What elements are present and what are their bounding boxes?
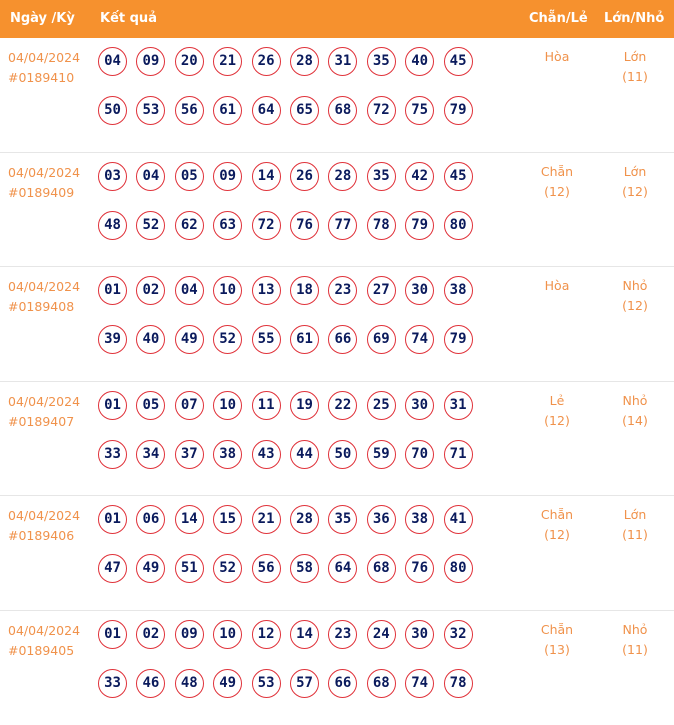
number-ball: 72 <box>252 211 281 240</box>
number-ball: 49 <box>136 554 165 583</box>
big-small-result <box>600 391 670 431</box>
even-odd-count <box>522 296 592 316</box>
number-ball: 10 <box>213 620 242 649</box>
number-ball: 14 <box>175 505 204 534</box>
number-ball: 70 <box>405 440 434 469</box>
draw-period: #0189409 <box>8 185 74 200</box>
number-ball: 07 <box>175 391 204 420</box>
big-small-count: (12) <box>600 296 670 316</box>
number-ball: 47 <box>98 554 127 583</box>
number-ball: 14 <box>290 620 319 649</box>
number-ball: 10 <box>213 276 242 305</box>
even-odd-count <box>522 67 592 87</box>
number-ball: 10 <box>213 391 242 420</box>
even-odd-column-header: Chẵn/Lẻ <box>529 11 588 26</box>
number-ball: 66 <box>328 325 357 354</box>
number-ball: 51 <box>175 554 204 583</box>
number-ball: 74 <box>405 325 434 354</box>
number-ball: 50 <box>98 96 127 125</box>
big-small-result <box>600 47 670 87</box>
draw-period: #0189410 <box>8 70 74 85</box>
draw-date: 04/04/2024 <box>8 508 80 523</box>
number-ball: 31 <box>328 47 357 76</box>
number-ball: 12 <box>252 620 281 649</box>
number-ball: 02 <box>136 276 165 305</box>
number-ball: 04 <box>175 276 204 305</box>
even-odd-label: Hòa <box>522 276 592 296</box>
number-ball: 30 <box>405 391 434 420</box>
number-ball: 26 <box>290 162 319 191</box>
number-ball: 50 <box>328 440 357 469</box>
result-numbers <box>98 162 488 260</box>
big-small-label: Lớn <box>600 162 670 182</box>
date-period-column-header: Ngày /Kỳ <box>10 11 75 26</box>
result-numbers <box>98 47 488 145</box>
even-odd-count: (12) <box>522 411 592 431</box>
draw-row <box>0 382 674 497</box>
number-ball: 40 <box>405 47 434 76</box>
number-ball: 45 <box>444 162 473 191</box>
number-ball: 35 <box>367 47 396 76</box>
number-ball: 39 <box>98 325 127 354</box>
number-ball: 63 <box>213 211 242 240</box>
number-ball: 32 <box>444 620 473 649</box>
number-ball: 57 <box>290 669 319 698</box>
number-ball: 43 <box>252 440 281 469</box>
number-ball: 80 <box>444 554 473 583</box>
number-ball: 01 <box>98 505 127 534</box>
even-odd-result <box>522 47 592 87</box>
number-ball: 42 <box>405 162 434 191</box>
number-ball: 18 <box>290 276 319 305</box>
big-small-count: (11) <box>600 640 670 660</box>
number-ball: 34 <box>136 440 165 469</box>
number-ball: 68 <box>367 669 396 698</box>
number-ball: 38 <box>213 440 242 469</box>
even-odd-label: Hòa <box>522 47 592 67</box>
number-ball: 53 <box>252 669 281 698</box>
big-small-result <box>600 162 670 202</box>
number-ball: 23 <box>328 620 357 649</box>
number-ball: 30 <box>405 620 434 649</box>
number-ball: 76 <box>405 554 434 583</box>
number-ball: 09 <box>136 47 165 76</box>
number-ball: 75 <box>405 96 434 125</box>
draw-date: 04/04/2024 <box>8 165 80 180</box>
number-ball: 24 <box>367 620 396 649</box>
number-ball: 48 <box>98 211 127 240</box>
number-ball: 33 <box>98 669 127 698</box>
even-odd-label: Chẵn <box>522 505 592 525</box>
draw-row <box>0 496 674 611</box>
table-header <box>0 0 674 38</box>
draw-row <box>0 38 674 153</box>
number-ball: 30 <box>405 276 434 305</box>
number-ball: 52 <box>136 211 165 240</box>
even-odd-label: Lẻ <box>522 391 592 411</box>
draw-period: #0189405 <box>8 643 74 658</box>
even-odd-result <box>522 505 592 545</box>
number-ball: 37 <box>175 440 204 469</box>
number-ball: 41 <box>444 505 473 534</box>
number-ball: 68 <box>328 96 357 125</box>
number-ball: 61 <box>290 325 319 354</box>
draw-date: 04/04/2024 <box>8 279 80 294</box>
number-ball: 02 <box>136 620 165 649</box>
big-small-label: Lớn <box>600 47 670 67</box>
number-ball: 49 <box>175 325 204 354</box>
even-odd-result <box>522 162 592 202</box>
number-ball: 05 <box>175 162 204 191</box>
draw-date: 04/04/2024 <box>8 394 80 409</box>
number-ball: 23 <box>328 276 357 305</box>
number-ball: 77 <box>328 211 357 240</box>
even-odd-count: (12) <box>522 525 592 545</box>
number-ball: 79 <box>444 325 473 354</box>
number-ball: 61 <box>213 96 242 125</box>
number-ball: 40 <box>136 325 165 354</box>
number-ball: 58 <box>290 554 319 583</box>
number-ball: 45 <box>444 47 473 76</box>
number-ball: 21 <box>213 47 242 76</box>
number-ball: 13 <box>252 276 281 305</box>
even-odd-result <box>522 276 592 316</box>
number-ball: 28 <box>328 162 357 191</box>
number-ball: 06 <box>136 505 165 534</box>
big-small-label: Nhỏ <box>600 391 670 411</box>
number-ball: 31 <box>444 391 473 420</box>
number-ball: 78 <box>367 211 396 240</box>
number-ball: 74 <box>405 669 434 698</box>
draw-date: 04/04/2024 <box>8 50 80 65</box>
number-ball: 27 <box>367 276 396 305</box>
number-ball: 20 <box>175 47 204 76</box>
number-ball: 04 <box>98 47 127 76</box>
number-ball: 62 <box>175 211 204 240</box>
number-ball: 53 <box>136 96 165 125</box>
big-small-label: Nhỏ <box>600 276 670 296</box>
number-ball: 28 <box>290 505 319 534</box>
big-small-result <box>600 620 670 660</box>
even-odd-count: (13) <box>522 640 592 660</box>
number-ball: 78 <box>444 669 473 698</box>
number-ball: 35 <box>328 505 357 534</box>
even-odd-result <box>522 620 592 660</box>
number-ball: 15 <box>213 505 242 534</box>
number-ball: 09 <box>175 620 204 649</box>
big-small-label: Lớn <box>600 505 670 525</box>
big-small-result <box>600 505 670 545</box>
draw-period: #0189406 <box>8 528 74 543</box>
result-column-header: Kết quả <box>100 11 157 26</box>
number-ball: 65 <box>290 96 319 125</box>
even-odd-count: (12) <box>522 182 592 202</box>
number-ball: 01 <box>98 620 127 649</box>
number-ball: 80 <box>444 211 473 240</box>
number-ball: 68 <box>367 554 396 583</box>
big-small-count: (12) <box>600 182 670 202</box>
number-ball: 01 <box>98 276 127 305</box>
draw-row <box>0 267 674 382</box>
number-ball: 52 <box>213 325 242 354</box>
number-ball: 03 <box>98 162 127 191</box>
number-ball: 66 <box>328 669 357 698</box>
number-ball: 56 <box>175 96 204 125</box>
results-table <box>0 38 674 725</box>
number-ball: 52 <box>213 554 242 583</box>
number-ball: 33 <box>98 440 127 469</box>
draw-period: #0189408 <box>8 299 74 314</box>
draw-date: 04/04/2024 <box>8 623 80 638</box>
number-ball: 38 <box>444 276 473 305</box>
big-small-column-header: Lớn/Nhỏ <box>604 11 664 26</box>
number-ball: 35 <box>367 162 396 191</box>
number-ball: 05 <box>136 391 165 420</box>
number-ball: 36 <box>367 505 396 534</box>
even-odd-result <box>522 391 592 431</box>
draw-period: #0189407 <box>8 414 74 429</box>
number-ball: 14 <box>252 162 281 191</box>
number-ball: 59 <box>367 440 396 469</box>
number-ball: 69 <box>367 325 396 354</box>
result-numbers <box>98 276 488 374</box>
number-ball: 28 <box>290 47 319 76</box>
number-ball: 04 <box>136 162 165 191</box>
number-ball: 38 <box>405 505 434 534</box>
number-ball: 25 <box>367 391 396 420</box>
number-ball: 56 <box>252 554 281 583</box>
number-ball: 79 <box>405 211 434 240</box>
number-ball: 46 <box>136 669 165 698</box>
big-small-result <box>600 276 670 316</box>
even-odd-label: Chẵn <box>522 620 592 640</box>
number-ball: 44 <box>290 440 319 469</box>
number-ball: 26 <box>252 47 281 76</box>
draw-row <box>0 153 674 268</box>
number-ball: 64 <box>328 554 357 583</box>
big-small-label: Nhỏ <box>600 620 670 640</box>
number-ball: 01 <box>98 391 127 420</box>
number-ball: 79 <box>444 96 473 125</box>
big-small-count: (11) <box>600 67 670 87</box>
big-small-count: (11) <box>600 525 670 545</box>
result-numbers <box>98 391 488 489</box>
number-ball: 19 <box>290 391 319 420</box>
number-ball: 11 <box>252 391 281 420</box>
big-small-count: (14) <box>600 411 670 431</box>
result-numbers <box>98 620 488 718</box>
number-ball: 48 <box>175 669 204 698</box>
number-ball: 09 <box>213 162 242 191</box>
number-ball: 55 <box>252 325 281 354</box>
number-ball: 72 <box>367 96 396 125</box>
number-ball: 22 <box>328 391 357 420</box>
number-ball: 49 <box>213 669 242 698</box>
draw-row <box>0 611 674 725</box>
result-numbers <box>98 505 488 603</box>
number-ball: 71 <box>444 440 473 469</box>
number-ball: 64 <box>252 96 281 125</box>
even-odd-label: Chẵn <box>522 162 592 182</box>
number-ball: 76 <box>290 211 319 240</box>
number-ball: 21 <box>252 505 281 534</box>
